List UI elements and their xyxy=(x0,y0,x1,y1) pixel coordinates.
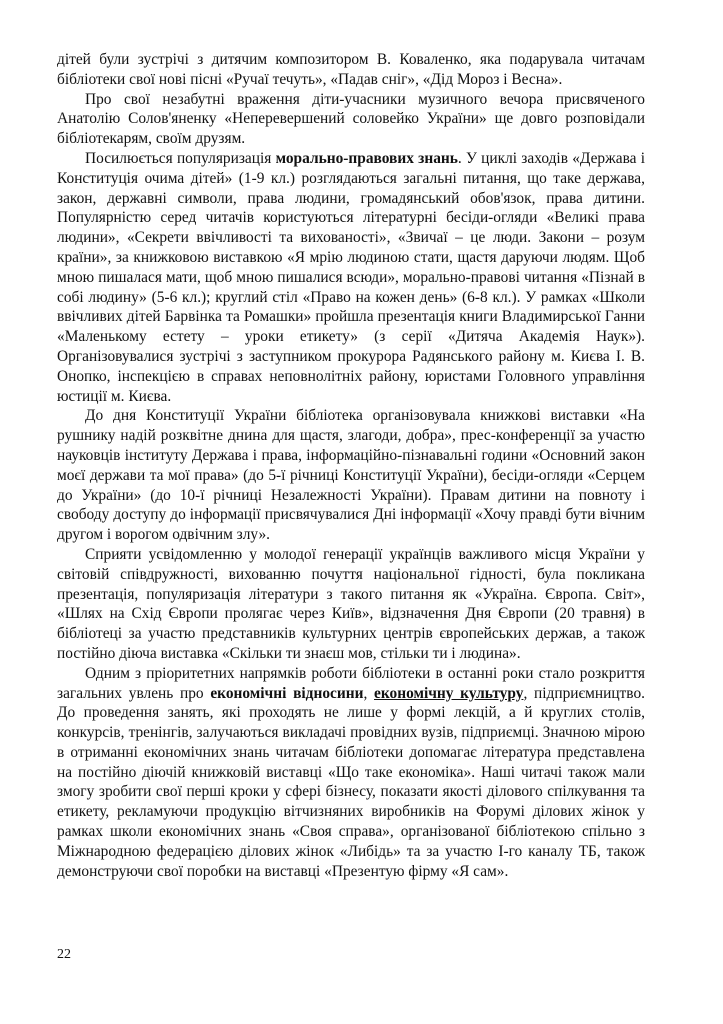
paragraph-6-text-cont: , підприємництво. До проведення занять, які проходять не лише у формі лекцій, а й круглих столів, конкурсів, тренінгів, залучаються викладачі провідних вузів, підприємці. Значною мірою в отриманні економічних знань читачам бібліотеки допомагає література представлена на постійно діючій книжковій виставці «Що таке економіка». Наші читачі також мали змогу зробити свої перші кроки у сфері бізнесу, показати якості ділового спілкування та етикету, рекламуючи продукцію вітчизняних виробників на Форумі ділових жінок у рамках школи економічних знань «Своя справа», організованої бібліотекою спільно з Міжнародною федерацією ділових жінок «Либідь» та за участю І-го каналу ТБ, також демонструючи свої поробки на виставці «Презентую фірму «Я сам». xyxy=(57,684,645,880)
paragraph-5 xyxy=(57,545,645,664)
paragraph-6-comma: , xyxy=(363,684,375,702)
paragraph-6 xyxy=(57,664,645,882)
paragraph-1 xyxy=(57,50,645,90)
paragraph-5-text: Сприяти усвідомленню у молодої генерації українців важливого місця України у світовій співдружності, вихованню почуття національної гідності, була покликана презентація, популяризація літератури з такого питання як «Україна. Європа. Світ», «Шлях на Схід Європи пролягає через Київ», відзначення Дня Європи (20 травня) в бібліотеці за участю представників культурних центрів європейських держав, а також постійно діюча виставка «Скільки ти знаєш мов, стільки ти і людина». xyxy=(57,545,645,662)
paragraph-1-text: дітей були зустрічі з дитячим композитором В. Коваленко, яка подарувала читачам бібліотеки свої нові пісні «Ручаї течуть», «Падав сніг», «Дід Мороз і Весна». xyxy=(57,51,645,88)
paragraph-2 xyxy=(57,90,645,149)
page-number: 22 xyxy=(57,947,71,962)
paragraph-2-text: Про свої незабутні враження діти-учасники музичного вечора присвяченого Анатолію Солов'яненку «Неперевершений соловейко України» ще довго розповідали бібліотекарям, своїм друзям. xyxy=(57,90,645,148)
paragraph-4 xyxy=(57,406,645,545)
paragraph-3-text: Посилюється популяризація xyxy=(85,149,276,167)
paragraph-3-text-cont: . У циклі заходів «Держава і Конституція очима дітей» (1-9 кл.) розглядаються загальні питання, що таке держава, закон, державні символи, права людини, громадянський обов'язок, права дитини. Популярністю серед читачів користуються літературні бесіди-огляди «Великі права людини», «Секрети ввічливості та вихованості», «Звичаї – це люди. Закони – розум країни», за книжковою виставкою «Я мрію людиною стати, щастя даруючи людям. Щоб мною пишалася мати, щоб мною пишалися всюди», морально-правові читання «Пізнай в собі людину» (5-6 кл.); круглий стіл «Право на кожен день» (6-8 кл.). У рамках «Школи ввічливих дітей Барвінка та Ромашки» пройшла презентація книги Владимирської Ганни «Маленькому естету – уроки етикету» (з серії «Дитяча Академія Наук»). Організовувалися зустрічі з заступником прокурора Радянського району м. Києва І. В. Онопко, інспекцією в справах неповнолітніх району, юристами Головного управління юстиції м. Києва. xyxy=(57,149,645,405)
document-body xyxy=(57,50,645,881)
paragraph-6-text: Одним з пріоритетних напрямків роботи бібліотеки в останні роки стало розкриття загальних увлень про xyxy=(57,664,645,702)
paragraph-3-bold-term: морально-правових знань xyxy=(275,149,458,167)
paragraph-4-text: До дня Конституції України бібліотека організовувала книжкові виставки «На рушнику надій розквітне днина для щастя, злагоди, добра», прес-конференції за участю науковців інституту Держава і права, інформаційно-пізнавальні години «Основний закон моєї держави та мої права» (до 5-ї річниці Конституції України), бесіди-огляди «Серцем до України» (до 10-ї річниці Незалежності України). Правам дитини на повноту і свободу доступу до інформації присвячувалися Дні інформації «Хочу правді бути вічним другом і ворогом одвічним злу». xyxy=(57,407,645,544)
paragraph-3 xyxy=(57,149,645,406)
paragraph-6-bold-term-1: економічні відносини xyxy=(210,684,364,702)
paragraph-6-bold-term-2: економічну культуру xyxy=(374,684,524,702)
